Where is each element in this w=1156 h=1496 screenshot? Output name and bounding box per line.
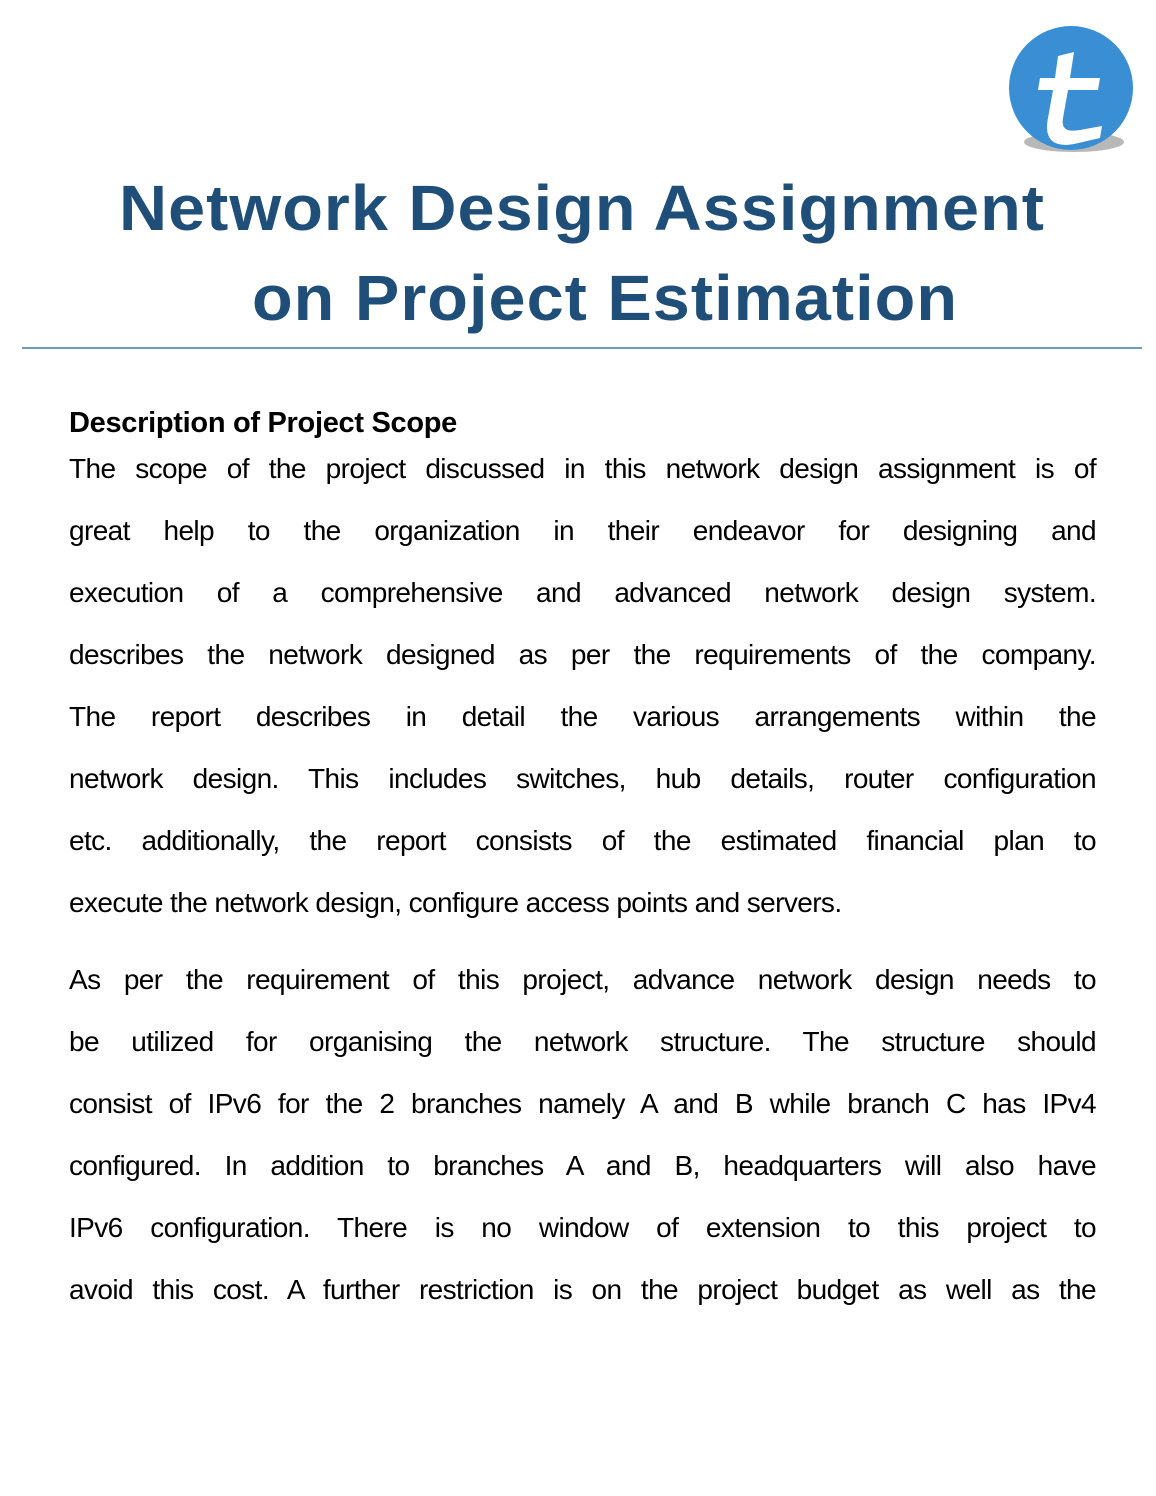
text-line: consist of IPv6 for the 2 branches namely A and B while branch C has IPv4 [69, 1088, 1096, 1119]
text-line: describes the network designed as per the requirements of the company. [69, 639, 1096, 670]
t-letter-logo-icon [1008, 26, 1136, 158]
text-line: The scope of the project discussed in this network design assignment is of [69, 453, 1096, 484]
logo [1008, 26, 1136, 158]
text-line: network design. This includes switches, hub details, router configuration [69, 763, 1096, 794]
text-line: execution of a comprehensive and advanced network design system. [69, 577, 1096, 608]
section-heading: Description of Project Scope [69, 407, 458, 440]
text-line: be utilized for organising the network structure. The structure should [69, 1026, 1096, 1057]
title-line-2: on Project Estimation [251, 262, 959, 334]
text-line: IPv6 configuration. There is no window of extension to this project to [69, 1212, 1096, 1243]
text-line: great help to the organization in their endeavor for designing and [69, 515, 1096, 546]
title-line-1: Network Design Assignment [119, 172, 1045, 244]
text-line: configured. In addition to branches A and B, headquarters will also have [69, 1150, 1096, 1181]
text-line: The report describes in detail the various arrangements within the [69, 701, 1096, 732]
text-line: etc. additionally, the report consists of the estimated financial plan to [69, 825, 1096, 856]
text-line: avoid this cost. A further restriction is on the project budget as well as the [69, 1274, 1096, 1305]
title-divider [22, 347, 1142, 349]
text-line: As per the requirement of this project, advance network design needs to [69, 964, 1096, 995]
text-line: execute the network design, configure access points and servers. [69, 887, 842, 918]
